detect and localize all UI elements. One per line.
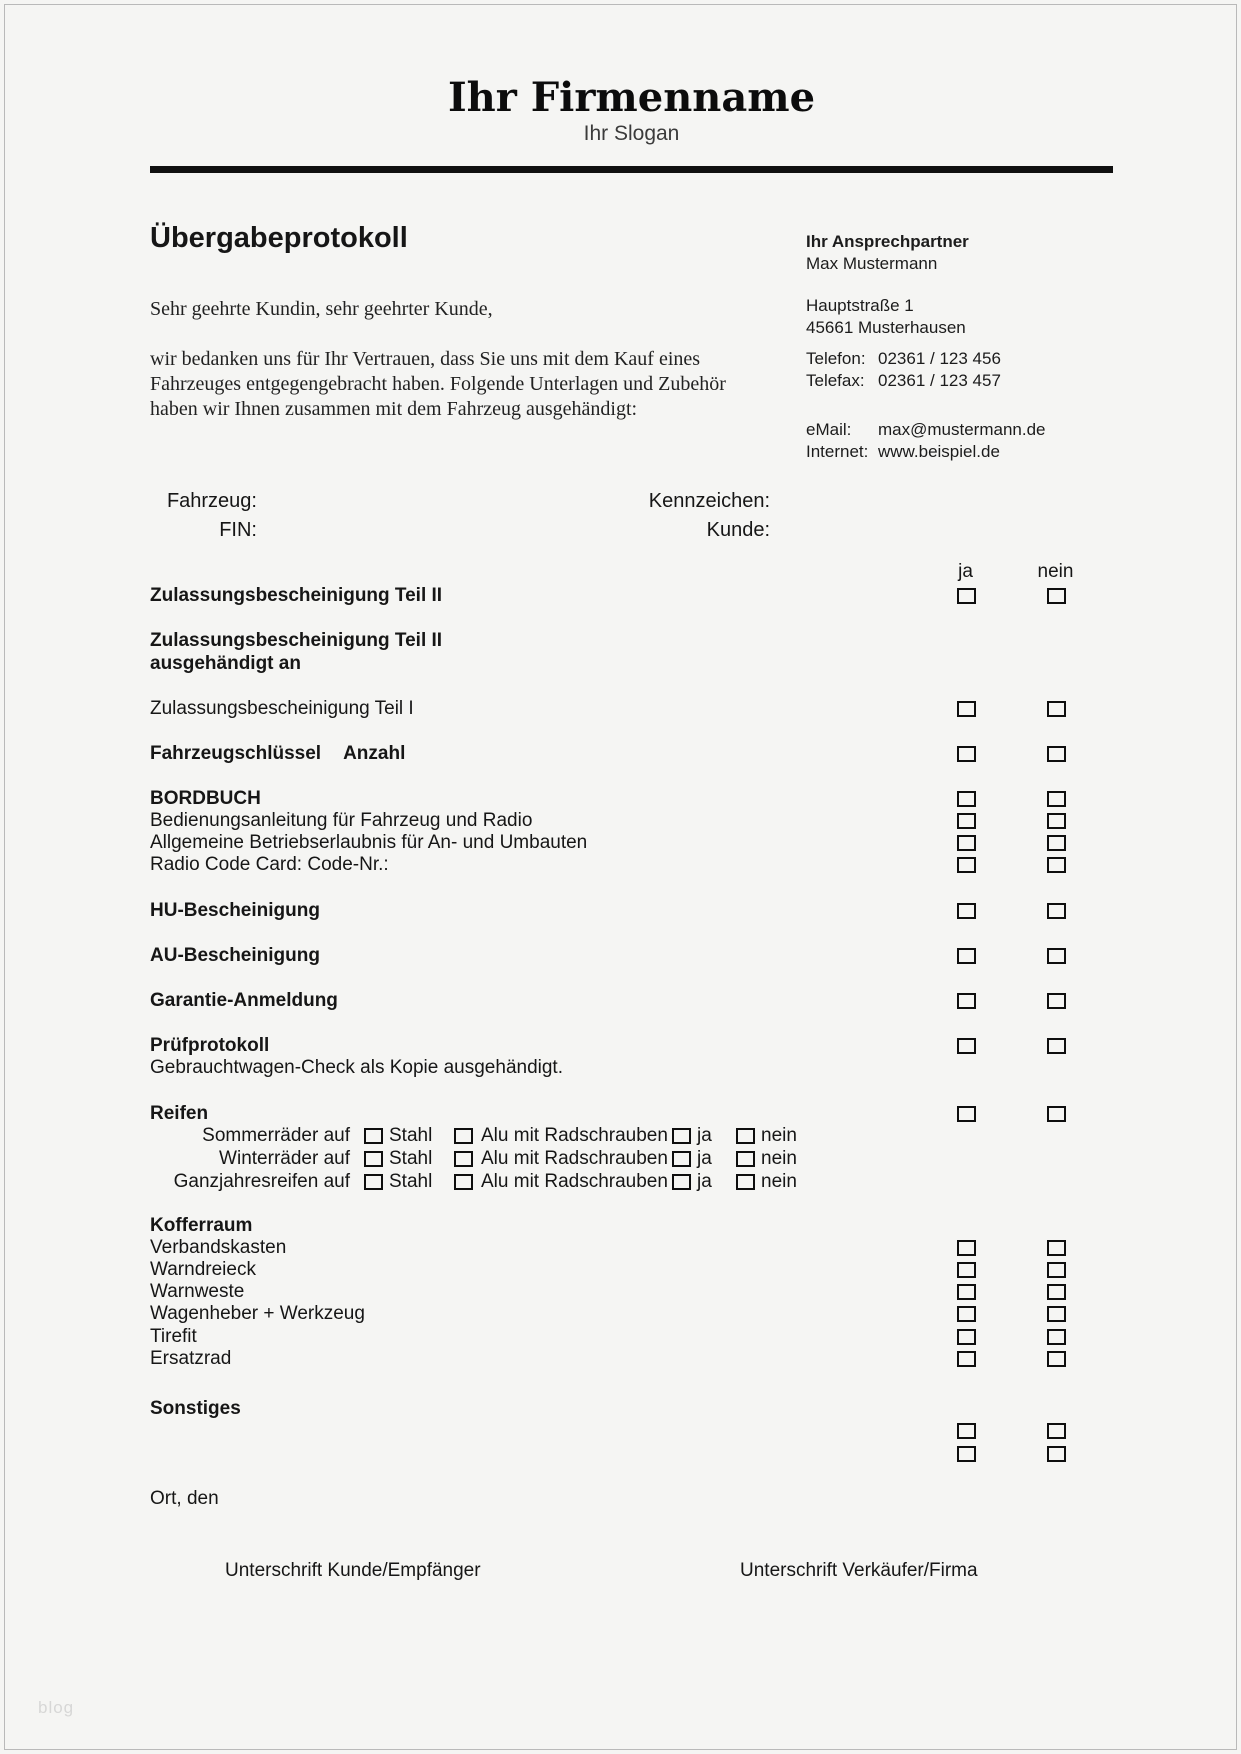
checkbox-ja[interactable]: [957, 701, 976, 717]
checkbox-ja[interactable]: [957, 1262, 976, 1278]
plate-label: Kennzeichen:: [648, 490, 770, 512]
checkbox-alu[interactable]: [454, 1174, 473, 1190]
checkbox-nein[interactable]: [1047, 1351, 1066, 1367]
row-label: Warnweste: [150, 1281, 245, 1302]
checkbox-nein[interactable]: [736, 1174, 755, 1190]
checkbox-ja[interactable]: [957, 1240, 976, 1256]
checkbox-ja[interactable]: [672, 1128, 691, 1144]
checkbox-ja[interactable]: [672, 1151, 691, 1167]
row-label: Zulassungsbescheinigung Teil II: [150, 630, 443, 651]
checklist-row: [0, 698, 1241, 721]
checklist-row: [0, 1303, 1241, 1326]
checkbox-ja[interactable]: [957, 791, 976, 807]
email-label: eMail:: [806, 420, 852, 439]
fax-value: 02361 / 123 457: [878, 371, 1001, 390]
row-label: [150, 743, 405, 765]
signature-customer-label: Unterschrift Kunde/Empfänger: [225, 1560, 481, 1581]
checkbox-stahl[interactable]: [364, 1128, 383, 1144]
checkbox-nein[interactable]: [1047, 1306, 1066, 1322]
row-label: Sonstiges: [150, 1398, 241, 1419]
checkbox-nein[interactable]: [1047, 588, 1066, 604]
stahl-label: Stahl: [389, 1125, 433, 1146]
customer-label: Kunde:: [706, 519, 770, 541]
checklist-row: [0, 832, 1241, 855]
row-label: Tirefit: [150, 1326, 197, 1347]
intro-line: Fahrzeuges entgegengebracht haben. Folgende Unterlagen und Zubehör: [150, 373, 726, 395]
checkbox-nein[interactable]: [1047, 1284, 1066, 1300]
checklist-row: [0, 653, 1241, 676]
checkbox-alu[interactable]: [454, 1151, 473, 1167]
tire-row-allseason: [0, 1171, 1241, 1194]
checklist-row-empty: [0, 1443, 1241, 1466]
checkbox-nein[interactable]: [1047, 813, 1066, 829]
checklist-row: [0, 1326, 1241, 1349]
checkbox-column-header: [0, 561, 1241, 584]
checkbox-nein[interactable]: [1047, 746, 1066, 762]
checkbox-nein[interactable]: [1047, 1038, 1066, 1054]
keys-label: Fahrzeugschlüssel: [150, 743, 322, 764]
row-label: ausgehändigt an: [150, 653, 301, 674]
checkbox-nein[interactable]: [1047, 948, 1066, 964]
checklist-row: [0, 1398, 1241, 1421]
checklist-row: [0, 1281, 1241, 1304]
fin-label: FIN:: [219, 519, 257, 541]
checklist-row: [0, 1259, 1241, 1282]
yes-column-label: ja: [958, 561, 973, 582]
nein-label: nein: [761, 1148, 797, 1169]
row-label: Kofferraum: [150, 1215, 253, 1236]
row-label: Ersatzrad: [150, 1348, 232, 1369]
checklist-row: [0, 630, 1241, 653]
checklist-row: [0, 1035, 1241, 1058]
checkbox-nein[interactable]: [1047, 857, 1066, 873]
checkbox-ja[interactable]: [957, 1038, 976, 1054]
checklist-row: [0, 1215, 1241, 1238]
row-label: Prüfprotokoll: [150, 1035, 270, 1056]
count-label: Anzahl: [343, 743, 406, 764]
checkbox-nein[interactable]: [1047, 993, 1066, 1009]
checklist-row-empty: [0, 1420, 1241, 1443]
checkbox-ja[interactable]: [957, 993, 976, 1009]
company-slogan: Ihr Slogan: [583, 122, 680, 145]
contact-phone: [806, 348, 1001, 369]
stahl-label: Stahl: [389, 1148, 433, 1169]
contact-email: [806, 419, 1046, 440]
checkbox-ja[interactable]: [957, 835, 976, 851]
checklist-row: [0, 1057, 1241, 1080]
row-label: Gebrauchtwagen-Check als Kopie ausgehändigt.: [150, 1057, 563, 1078]
checkbox-nein[interactable]: [736, 1151, 755, 1167]
phone-value: 02361 / 123 456: [878, 349, 1001, 368]
row-label: Reifen: [150, 1103, 209, 1124]
web-value: www.beispiel.de: [878, 442, 1000, 461]
checkbox-nein[interactable]: [1047, 701, 1066, 717]
checklist-row: [0, 945, 1241, 968]
checkbox-ja[interactable]: [957, 903, 976, 919]
place-date-row: [0, 1488, 1241, 1511]
checklist-row: [0, 1237, 1241, 1260]
contact-web: [806, 441, 1000, 462]
salutation: Sehr geehrte Kundin, sehr geehrter Kunde,: [150, 298, 493, 320]
row-label: Radio Code Card: Code-Nr.:: [150, 854, 389, 875]
vehicle-label: Fahrzeug:: [166, 490, 257, 512]
checkbox-ja[interactable]: [957, 1284, 976, 1300]
nein-label: nein: [761, 1125, 797, 1146]
row-label: Garantie-Anmeldung: [150, 990, 338, 1011]
row-label: HU-Bescheinigung: [150, 900, 320, 921]
checkbox-ja[interactable]: [957, 1329, 976, 1345]
watermark: blog: [38, 1698, 75, 1717]
row-label: AU-Bescheinigung: [150, 945, 320, 966]
header-rule: [150, 166, 1113, 173]
checkbox-nein[interactable]: [1047, 791, 1066, 807]
checkbox-nein[interactable]: [1047, 1106, 1066, 1122]
checklist-row: [0, 810, 1241, 833]
web-label: Internet:: [806, 442, 869, 461]
tire-row-label: Ganzjahresreifen auf: [173, 1171, 350, 1192]
no-column-label: nein: [1037, 561, 1074, 582]
checkbox-stahl[interactable]: [364, 1174, 383, 1190]
checkbox-ja[interactable]: [957, 1351, 976, 1367]
checklist-row: [0, 788, 1241, 811]
fax-label: Telefax:: [806, 371, 865, 390]
checkbox-ja[interactable]: [957, 746, 976, 762]
checklist-row: [0, 585, 1241, 608]
checklist-row: [0, 743, 1241, 766]
checkbox-nein[interactable]: [1047, 903, 1066, 919]
checkbox-ja[interactable]: [957, 1306, 976, 1322]
alu-label: Alu mit Radschrauben: [481, 1148, 668, 1169]
row-label: Warndreieck: [150, 1259, 256, 1280]
checkbox-ja[interactable]: [957, 588, 976, 604]
tire-row-label: Sommerräder auf: [202, 1125, 350, 1146]
row-label: Zulassungsbescheinigung Teil II: [150, 585, 443, 606]
alu-label: Alu mit Radschrauben: [481, 1171, 668, 1192]
intro-line: haben wir Ihnen zusammen mit dem Fahrzeug ausgehändigt:: [150, 398, 638, 420]
checklist-row: [0, 1348, 1241, 1371]
contact-heading: Ihr Ansprechpartner: [806, 232, 969, 251]
signature-seller-label: Unterschrift Verkäufer/Firma: [740, 1560, 978, 1581]
contact-city: 45661 Musterhausen: [806, 318, 966, 337]
checkbox-ja[interactable]: [957, 1446, 976, 1462]
checkbox-nein[interactable]: [736, 1128, 755, 1144]
checkbox-ja[interactable]: [957, 1106, 976, 1122]
checkbox-alu[interactable]: [454, 1128, 473, 1144]
intro-line: wir bedanken uns für Ihr Vertrauen, dass Sie uns mit dem Kauf eines: [150, 348, 701, 370]
checkbox-ja[interactable]: [672, 1174, 691, 1190]
row-label: Allgemeine Betriebserlaubnis für An- und Umbauten: [150, 832, 588, 853]
ja-label: ja: [697, 1148, 712, 1169]
checkbox-ja[interactable]: [957, 813, 976, 829]
email-value: max@mustermann.de: [878, 420, 1046, 439]
checkbox-nein[interactable]: [1047, 1262, 1066, 1278]
page-title: Übergabeprotokoll: [150, 222, 408, 254]
alu-label: Alu mit Radschrauben: [481, 1125, 668, 1146]
checklist-row: [0, 1103, 1241, 1126]
tire-row-summer: [0, 1125, 1241, 1148]
tire-row-label: Winterräder auf: [219, 1148, 350, 1169]
place-date-label: Ort, den: [150, 1488, 219, 1509]
row-label: BORDBUCH: [150, 788, 261, 809]
contact-name: Max Mustermann: [806, 254, 938, 273]
nein-label: nein: [761, 1171, 797, 1192]
row-label: Zulassungsbescheinigung Teil I: [150, 698, 414, 719]
stahl-label: Stahl: [389, 1171, 433, 1192]
checklist-row: [0, 990, 1241, 1013]
checkbox-nein[interactable]: [1047, 1329, 1066, 1345]
ja-label: ja: [697, 1125, 712, 1146]
contact-street: Hauptstraße 1: [806, 296, 914, 315]
checklist-row: [0, 854, 1241, 877]
checkbox-nein[interactable]: [1047, 1446, 1066, 1462]
row-label: Bedienungsanleitung für Fahrzeug und Radio: [150, 810, 533, 831]
row-label: Wagenheber + Werkzeug: [150, 1303, 365, 1324]
ja-label: ja: [697, 1171, 712, 1192]
company-name: Ihr Firmenname: [447, 74, 816, 121]
checkbox-nein[interactable]: [1047, 835, 1066, 851]
checkbox-stahl[interactable]: [364, 1151, 383, 1167]
checkbox-ja[interactable]: [957, 857, 976, 873]
tire-row-winter: [0, 1148, 1241, 1171]
checkbox-nein[interactable]: [1047, 1423, 1066, 1439]
phone-label: Telefon:: [806, 349, 866, 368]
checklist-row: [0, 900, 1241, 923]
contact-fax: [806, 370, 1001, 391]
checkbox-ja[interactable]: [957, 1423, 976, 1439]
checkbox-ja[interactable]: [957, 948, 976, 964]
row-label: Verbandskasten: [150, 1237, 287, 1258]
checkbox-nein[interactable]: [1047, 1240, 1066, 1256]
